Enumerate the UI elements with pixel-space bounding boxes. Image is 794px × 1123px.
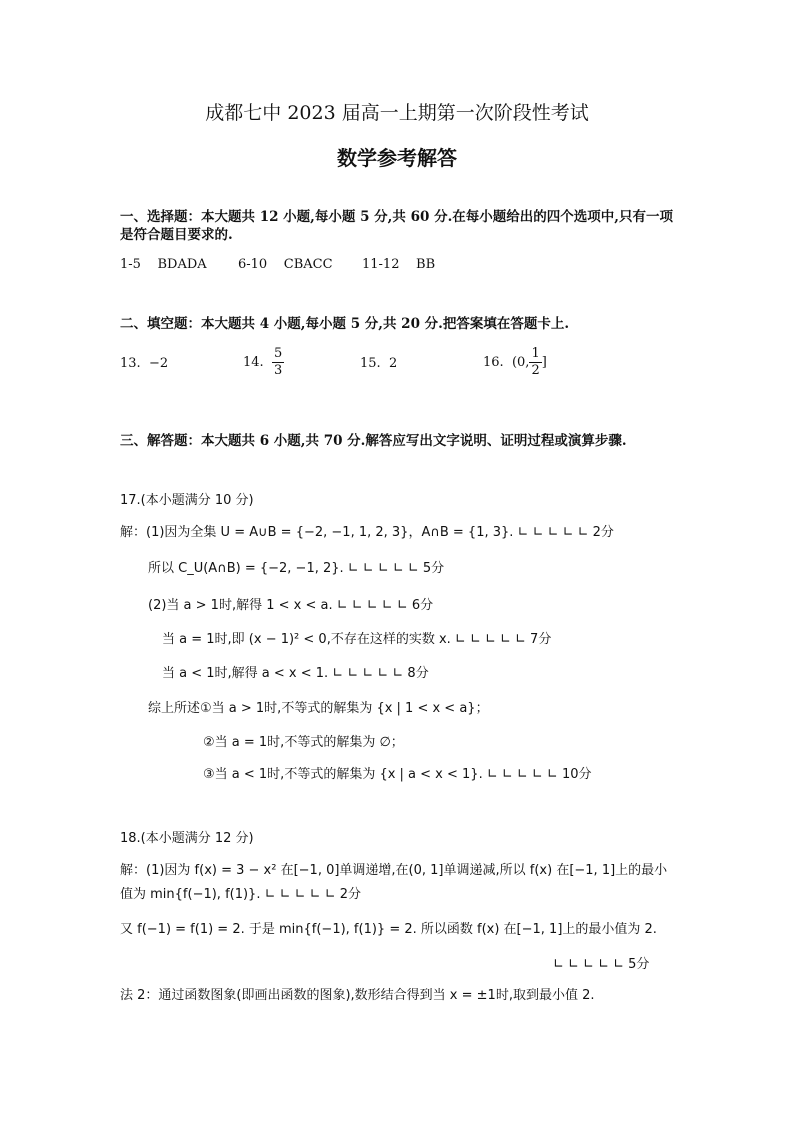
section1-heading-line1: 一、选择题：本大题共 12 小题,每小题 5 分,共 60 分.在每小题给出的四个选项中,只有一项 (120, 209, 673, 225)
q17-line: 当 a = 1时,即 (x − 1)² < 0,不存在这样的实数 x. ∟ ∟ ∟ ∟ ∟ 7分 (162, 632, 552, 647)
mc-answer-group-1 (120, 257, 207, 272)
q17-line: 综上所述①当 a > 1时,不等式的解集为 {x | 1 < x < a}； (148, 701, 489, 716)
mc-answer-group-3 (362, 257, 435, 272)
mc-range: 6-10 (238, 257, 268, 272)
q17-line: 所以 C_U(A∩B) = {−2, −1, 2}. ∟ ∟ ∟ ∟ ∟ 5分 (148, 561, 445, 576)
fraction: $\frac{5}{3}$ (273, 346, 283, 378)
section2-heading: 二、填空题：本大题共 4 小题,每小题 5 分,共 20 分.把答案填在答题卡上. (120, 316, 570, 332)
q18-title: 18.(本小题满分 12 分) (120, 831, 254, 846)
fill-answer-13: 13. −2 (120, 356, 169, 371)
q17-line: 解：(1)因为全集 U = A∪B = {−2, −1, 1, 2, 3}，A∩B = {1, 3}. ∟ ∟ ∟ ∟ ∟ 2分 (120, 525, 614, 540)
q18-line: 又 f(−1) = f(1) = 2. 于是 min{f(−1), f(1)} = 2. 所以函数 f(x) 在[−1, 1]上的最小值为 2. (120, 922, 657, 937)
q18-line: ∟ ∟ ∟ ∟ ∟ 5分 (553, 957, 650, 972)
q18-line: 法 2：通过函数图象(即画出函数的图象),数形结合得到当 x = ±1时,取到最小值 2. (120, 988, 595, 1003)
mc-letters: CBACC (283, 257, 333, 272)
section1-heading-line2: 是符合题目要求的. (120, 227, 233, 243)
q17-line: (2)当 a > 1时,解得 1 < x < a. ∟ ∟ ∟ ∟ ∟ 6分 (148, 598, 434, 613)
fill-answer-15: 15. 2 (360, 356, 398, 371)
q18-line: 解：(1)因为 f(x) = 3 − x² 在[−1, 0]单调递增,在(0, 1]单调递减,所以 f(x) 在[−1, 1]上的最小 (120, 863, 668, 878)
q17-line: 当 a < 1时,解得 a < x < 1. ∟ ∟ ∟ ∟ ∟ 8分 (162, 666, 429, 681)
mc-range: 11-12 (362, 257, 400, 272)
mc-letters: BDADA (157, 257, 207, 272)
section3-heading: 三、解答题：本大题共 6 小题,共 70 分.解答应写出文字说明、证明过程或演算步骤. (120, 433, 627, 449)
mc-range: 1-5 (120, 257, 141, 272)
fill-answer-16: 16. (0, $\frac{1}{2}$ ] (483, 346, 547, 378)
q17-line: ③当 a < 1时,不等式的解集为 {x | a < x < 1}. ∟ ∟ ∟ ∟ ∟ 10分 (203, 767, 592, 782)
section1-heading (120, 208, 680, 244)
fraction: $\frac{1}{2}$ (531, 346, 540, 378)
document-title: 成都七中 2023 届高一上期第一次阶段性考试 (205, 102, 589, 124)
q17-title: 17.(本小题满分 10 分) (120, 493, 254, 508)
fill-answer-14: 14. $\frac{5}{3}$ (243, 346, 283, 378)
q17-line: ②当 a = 1时,不等式的解集为 ∅； (203, 735, 404, 750)
q18-line: 值为 min{f(−1), f(1)}. ∟ ∟ ∟ ∟ ∟ 2分 (120, 887, 361, 902)
mc-answer-group-2 (238, 257, 333, 272)
document-subtitle: 数学参考解答 (337, 146, 457, 170)
mc-letters: BB (416, 257, 436, 272)
